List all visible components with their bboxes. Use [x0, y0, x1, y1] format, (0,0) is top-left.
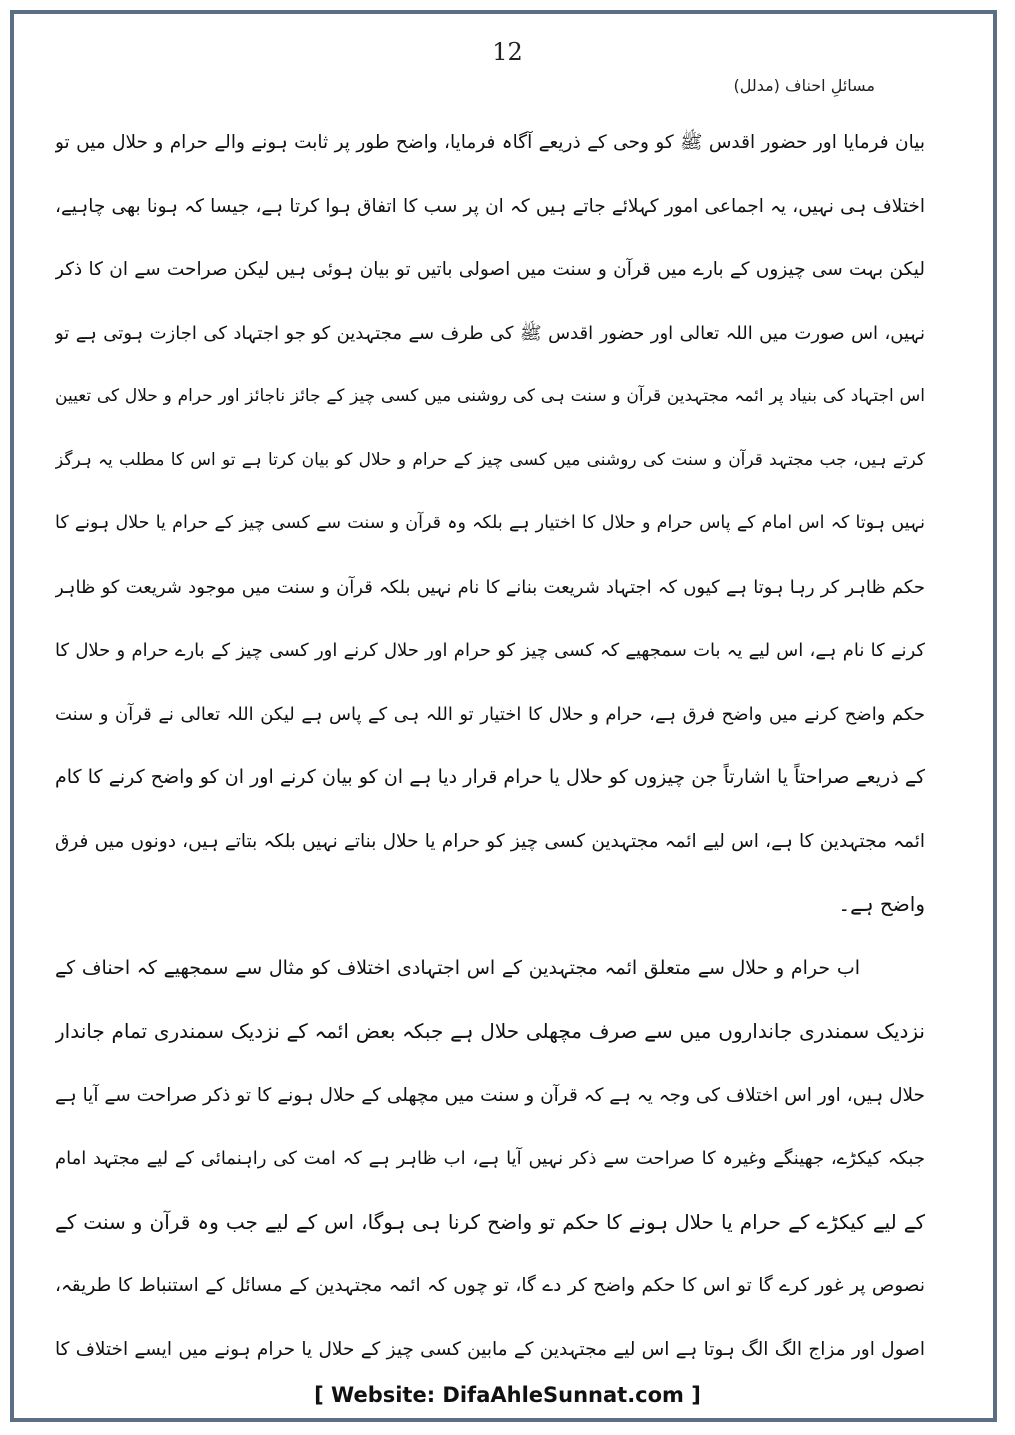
text-line: ائمہ مجتہدین کا ہے، اس لیے ائمہ مجتہدین کسی چیز کو حرام یا حلال بناتے نہیں بلکہ بتاتے ہیں، دونوں میں فرق	[55, 830, 925, 852]
running-header: مسائلِ احناف (مدلل)	[733, 76, 875, 95]
text-line: نہیں، اس صورت میں اللہ تعالی اور حضور اقدس ﷺ کی طرف سے مجتہدین کو جو اجتہاد کی اجازت ہوتی ہے تو	[55, 322, 925, 344]
text-line: حلال ہیں، اور اس اختلاف کی وجہ یہ ہے کہ قرآن و سنت میں مچھلی کے حلال ہونے کا تو ذکر صراحت سے آیا ہے	[55, 1084, 925, 1106]
paragraph-1	[55, 111, 925, 937]
page-number: 12	[492, 38, 523, 66]
text-line: کے لیے کیکڑے کے حرام یا حلال ہونے کا حکم تو واضح کرنا ہی ہوگا، اس کے لیے جب وہ قرآن و سنت کے	[55, 1209, 925, 1234]
text-line: حکم ظاہر کر رہا ہوتا ہے کیوں کہ اجتہاد شریعت بنانے کا نام نہیں بلکہ قرآن و سنت میں موجود شریعت کو ظاہر	[55, 576, 925, 598]
paragraph-2	[55, 937, 925, 1382]
text-line: اس اجتہاد کی بنیاد پر ائمہ مجتہدین قرآن و سنت ہی کی روشنی میں کسی چیز کے جائز ناجائز اور حرام و حلال کی تعیین	[55, 386, 925, 406]
website-footer: [ Website: DifaAhleSunnat.com ]	[314, 1383, 701, 1407]
body-text	[55, 111, 925, 1381]
text-line: لیکن بہت سی چیزوں کے بارے میں قرآن و سنت میں اصولی باتیں تو بیان ہوئی ہیں لیکن صراحت سے ان کا ذکر	[55, 259, 925, 280]
text-line: نہیں ہوتا کہ اس امام کے پاس حرام و حلال کا اختیار ہے بلکہ وہ قرآن و سنت سے کسی چیز کے حرام یا حلال ہونے کا	[55, 513, 925, 533]
text-line: بیان فرمایا اور حضور اقدس ﷺ کو وحی کے ذریعے آگاہ فرمایا، واضح طور پر ثابت ہونے والے حرام و حلال میں تو	[55, 132, 925, 153]
text-line: اصول اور مزاج الگ الگ ہوتا ہے اس لیے مجتہدین کے مابین کسی چیز کے حلال یا حرام ہونے میں ایسے اختلاف کا	[55, 1338, 925, 1360]
text-line: نصوص پر غور کرے گا تو اس کا حکم واضح کر دے گا، تو چوں کہ ائمہ مجتہدین کے مسائل کے استنباط کا طریقہ،	[55, 1275, 925, 1296]
text-line: نزدیک سمندری جانداروں میں سے صرف مچھلی حلال ہے جبکہ بعض ائمہ کے نزدیک سمندری تمام جاندار	[55, 1019, 925, 1043]
text-line: جبکہ کیکڑے، جھینگے وغیرہ کا صراحت سے ذکر نہیں آیا ہے، اب ظاہر ہے کہ امت کی راہنمائی کے لیے مجتہد امام	[55, 1148, 925, 1169]
text-line: اب حرام و حلال سے متعلق ائمہ مجتہدین کے اس اجتہادی اختلاف کو مثال سے سمجھیے کہ احناف کے	[55, 956, 860, 979]
text-line: کرتے ہیں، جب مجتہد قرآن و سنت کی روشنی میں کسی چیز کے حرام و حلال کو بیان کرتا ہے تو اس کا مطلب یہ ہرگز	[55, 449, 925, 470]
text-line: کرنے کا نام ہے، اس لیے یہ بات سمجھیے کہ کسی چیز کو حرام اور حلال کرنے اور کسی چیز کے بارے حرام و حلال کا	[55, 640, 925, 661]
text-line: حکم واضح کرنے میں واضح فرق ہے، حرام و حلال کا اختیار تو اللہ ہی کے پاس ہے لیکن اللہ تعالی نے قرآن و سنت	[55, 703, 925, 725]
text-line: کے ذریعے صراحتاً یا اشارتاً جن چیزوں کو حلال یا حرام قرار دیا ہے ان کو بیان کرنے اور ان کو واضح کرنے کا کام	[55, 766, 925, 788]
text-line: واضح ہے۔	[838, 892, 925, 916]
text-line: اختلاف ہی نہیں، یہ اجماعی امور کہلائے جاتے ہیں کہ ان پر سب کا اتفاق ہوا کرتا ہے، جیسا کہ ہونا بھی چاہیے،	[55, 195, 925, 217]
